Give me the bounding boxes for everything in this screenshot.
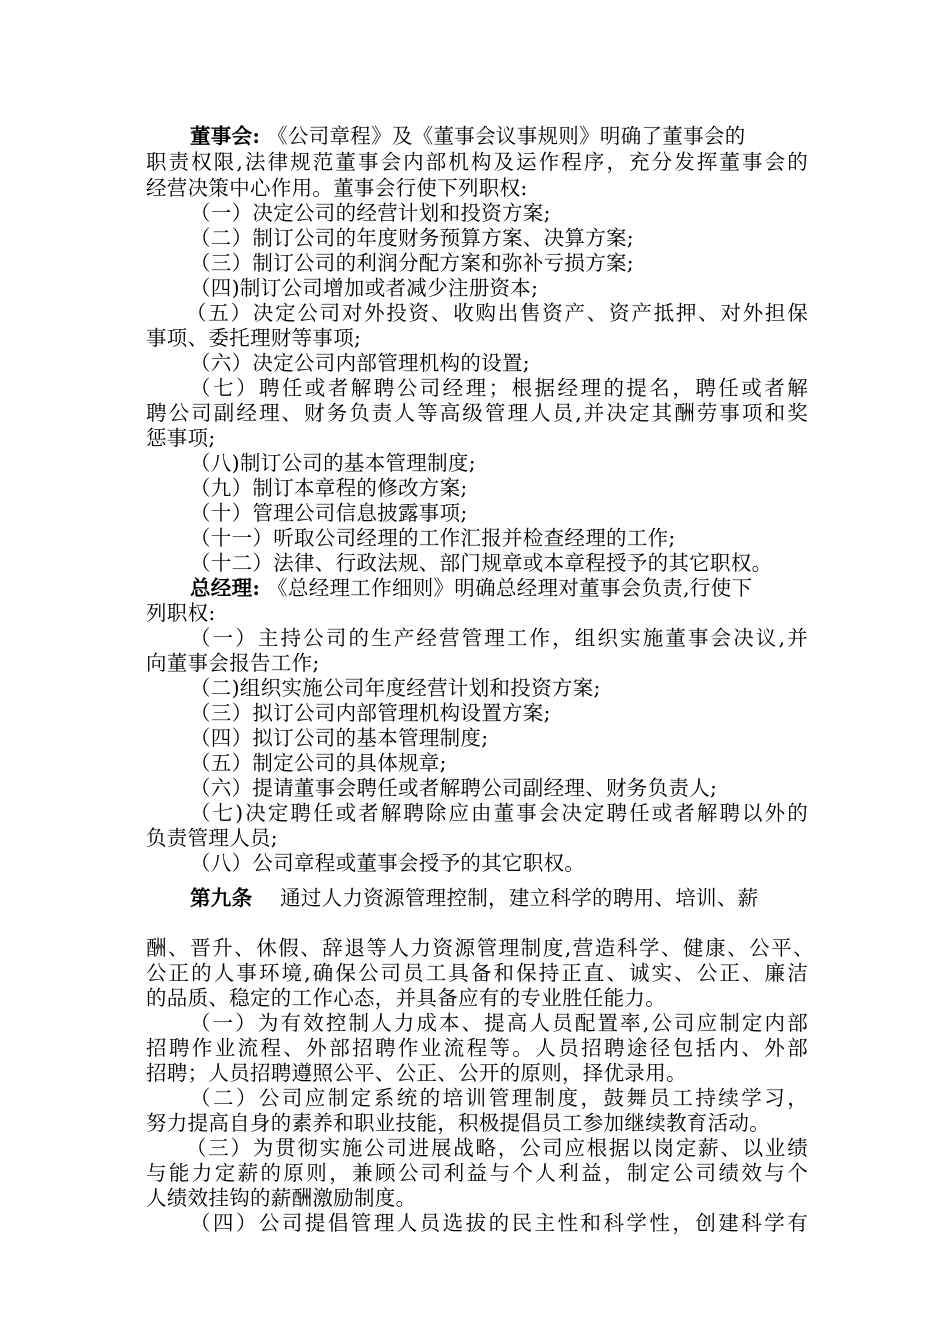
- board-intro-3: 经营决策中心作用。董事会行使下列职权:: [146, 176, 528, 200]
- board-item-5-cont: 事项、委托理财等事项;: [146, 326, 362, 350]
- gm-item-5: （五）制定公司的具体规章;: [190, 751, 447, 775]
- article9-heading: 第九条: [190, 886, 253, 910]
- article9-item-3-cont-1: 与能力定薪的原则，兼顾公司利益与个人利益，制定公司绩效与个: [146, 1161, 808, 1185]
- board-heading-line: [190, 124, 746, 148]
- article9-item-1-cont-1: 招聘作业流程、外部招聘作业流程等。人员招聘途径包括内、外部: [146, 1036, 808, 1060]
- board-item-11: （十一）听取公司经理的工作汇报并检查经理的工作;: [190, 526, 676, 550]
- gm-item-1-cont: 向董事会报告工作;: [146, 651, 320, 675]
- board-item-4: （四)制订公司增加或者减少注册资本;: [190, 276, 539, 300]
- article9-intro-4: 的品质、稳定的工作心态，并具备应有的专业胜任能力。: [146, 986, 666, 1010]
- article9-heading-line: [190, 886, 758, 910]
- board-item-7-cont-1: 聘公司副经理、财务负责人等高级管理人员,并决定其酬劳事项和奖: [146, 401, 808, 425]
- gm-item-6: （六）提请董事会聘任或者解聘公司副经理、财务负责人;: [190, 776, 718, 800]
- board-item-12: （十二）法律、行政法规、部门规章或本章程授予的其它职权。: [190, 551, 773, 575]
- gm-item-1: （一）主持公司的生产经营管理工作，组织实施董事会决议,并: [190, 626, 808, 650]
- board-intro-2: 职责权限,法律规范董事会内部机构及运作程序，充分发挥董事会的: [146, 150, 808, 174]
- gm-item-7: （七)决定聘任或者解聘除应由董事会决定聘任或者解聘以外的: [190, 801, 808, 825]
- gm-item-7-cont: 负责管理人员;: [146, 826, 279, 850]
- article9-item-2: （二）公司应制定系统的培训管理制度，鼓舞员工持续学习，: [190, 1086, 808, 1110]
- article9-intro-2: 酬、晋升、休假、辞退等人力资源管理制度,营造科学、健康、公平、: [146, 936, 814, 960]
- board-item-2: （二）制订公司的年度财务预算方案、决算方案;: [190, 226, 635, 250]
- gm-heading-line: [190, 576, 752, 600]
- board-item-7-cont-2: 惩事项;: [146, 426, 216, 450]
- article9-intro-3: 公正的人事环境,确保公司员工具备和保持正直、诚实、公正、廉洁: [146, 961, 808, 985]
- board-intro-1: 《公司章程》及《董事会议事规则》明确了董事会的: [267, 124, 746, 148]
- gm-heading: 总经理:: [190, 576, 261, 600]
- board-item-9: （九）制订本章程的修改方案;: [190, 476, 468, 500]
- article9-item-2-cont: 努力提高自身的素养和职业技能，积极提倡员工参加继续教育活动。: [146, 1111, 770, 1135]
- article9-item-3: （三）为贯彻实施公司进展战略，公司应根据以岗定薪、以业绩: [186, 1136, 808, 1160]
- gm-intro-1: 《总经理工作细则》明确总经理对董事会负责,行使下: [267, 576, 753, 600]
- article9-item-1: （一）为有效控制人力成本、提高人员配置率,公司应制定内部: [190, 1011, 808, 1035]
- gm-intro-2: 列职权:: [146, 601, 216, 625]
- board-item-3: （三）制订公司的利润分配方案和弥补亏损方案;: [190, 251, 635, 275]
- article9-intro-1: 通过人力资源管理控制，建立科学的聘用、培训、薪: [280, 886, 759, 910]
- board-item-7: （七）聘任或者解聘公司经理；根据经理的提名，聘任或者解: [190, 376, 808, 400]
- board-item-1: （一）决定公司的经营计划和投资方案;: [190, 201, 551, 225]
- board-item-8: （八)制订公司的基本管理制度;: [190, 451, 476, 475]
- board-item-6: （六）决定公司内部管理机构的设置;: [190, 351, 531, 375]
- article9-item-4: （四）公司提倡管理人员选拔的民主性和科学性，创建科学有: [190, 1211, 808, 1235]
- gm-item-2: （二)组织实施公司年度经营计划和投资方案;: [190, 676, 601, 700]
- gm-item-4: （四）拟订公司的基本管理制度;: [190, 726, 489, 750]
- board-item-10: （十）管理公司信息披露事项;: [190, 501, 468, 525]
- article9-item-1-cont-2: 招聘；人员招聘遵照公平、公正、公开的原则，择优录用。: [146, 1061, 687, 1085]
- gm-item-8: （八）公司章程或董事会授予的其它职权。: [190, 851, 586, 875]
- board-heading: 董事会:: [190, 124, 261, 148]
- article9-item-3-cont-2: 人绩效挂钩的薪酬激励制度。: [146, 1186, 417, 1210]
- gm-item-3: （三）拟订公司内部管理机构设置方案;: [190, 701, 551, 725]
- board-item-5: （五）决定公司对外投资、收购出售资产、资产抵押、对外担保: [186, 301, 808, 325]
